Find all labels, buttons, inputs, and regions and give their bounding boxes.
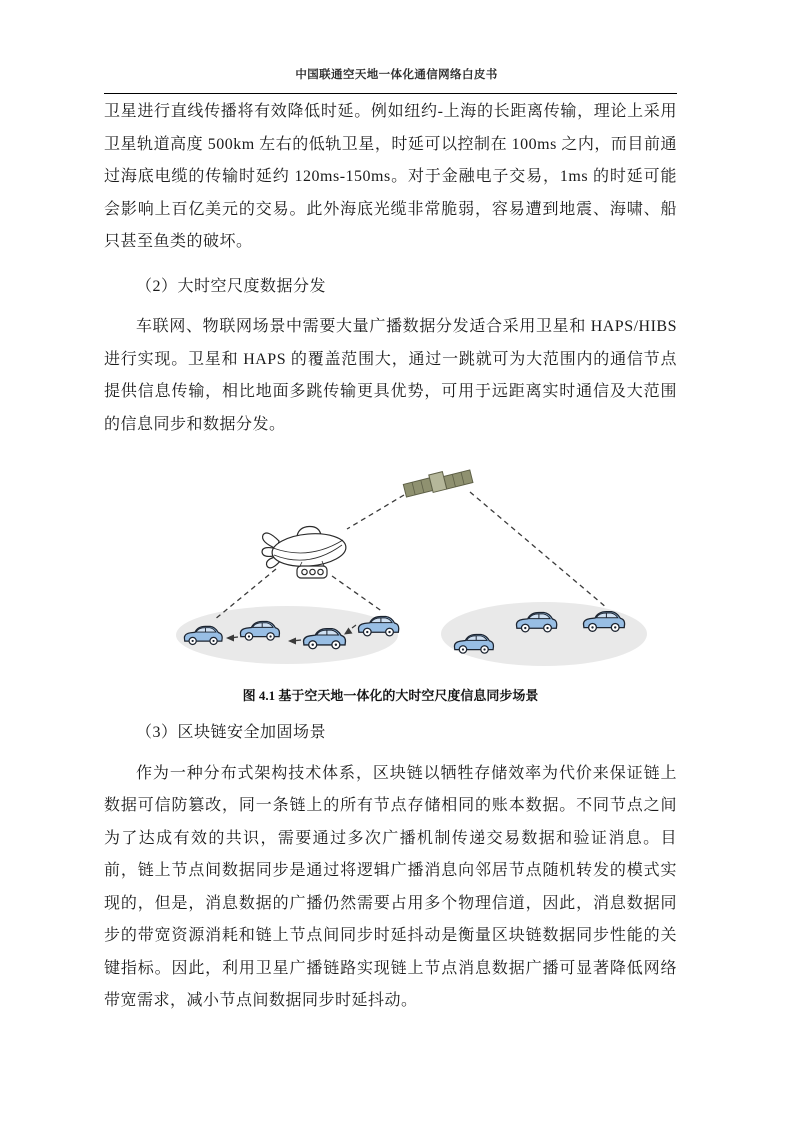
header-title: 中国联通空天地一体化通信网络白皮书 [295, 69, 498, 81]
figure-4-1 [104, 457, 677, 685]
header-rule [104, 93, 677, 94]
section-heading-data-distribution: （2）大时空尺度数据分发 [136, 277, 327, 295]
link-satellite-airship [347, 495, 404, 529]
paragraph-data-distribution: 车联网、物联网场景中需要大量广播数据分发适合采用卫星和 HAPS/HIBS 进行实现。卫星和 HAPS 的覆盖范围大，通过一跳就可为大范围内的通信节点提供信息传输，相比地面多跳传输更具优势，可用于远距离实时通信及大范围的信息同步和数据分发。 [104, 318, 677, 433]
paragraph-blockchain: 作为一种分布式架构技术体系，区块链以牺牲存储效率为代价来保证链上数据可信防篡改，同一条链上的所有节点存储相同的账本数据。不同节点之间为了达成有效的共识，需要通过多次广播机制传递交易数据和验证消息。目前，链上节点间数据同步是通过将逻辑广播消息向邻居节点随机转发的模式实现的，但是，消息数据的广播仍然需要占用多个物理信道，因此，消息数据同步的带宽资源消耗和链上节点间同步时延抖动是衡量区块链数据同步性能的关键指标。因此，利用卫星广播链路实现链上节点消息数据广播可显著降低网络带宽需求，减小节点间数据同步时延抖动。 [104, 764, 677, 1009]
coverage-ellipse-right [441, 602, 647, 666]
link-satellite-car-right-cluster [470, 492, 607, 608]
figure-4-1-graphic [170, 457, 660, 685]
page-content [104, 93, 677, 1018]
figure-caption: 图 4.1 基于空天地一体化的大时空尺度信息同步场景 [242, 688, 539, 703]
page-header [0, 0, 793, 82]
satellite-icon [403, 465, 473, 499]
paragraph-satellite-latency: 卫星进行直线传播将有效降低时延。例如纽约-上海的长距离传输，理论上采用卫星轨道高度 500km 左右的低轨卫星，时延可以控制在 100ms 之内，而目前通过海底电缆的传输时延约 120ms-150ms。对于金融电子交易，1ms 的时延可能会影响上百亿美元的交易。此外海底光缆非常脆弱，容易遭到地震、海啸、船只甚至鱼类的破坏。 [104, 103, 677, 250]
link-airship-car-right [332, 576, 383, 612]
section-heading-blockchain: （3）区块链安全加固场景 [136, 724, 327, 741]
